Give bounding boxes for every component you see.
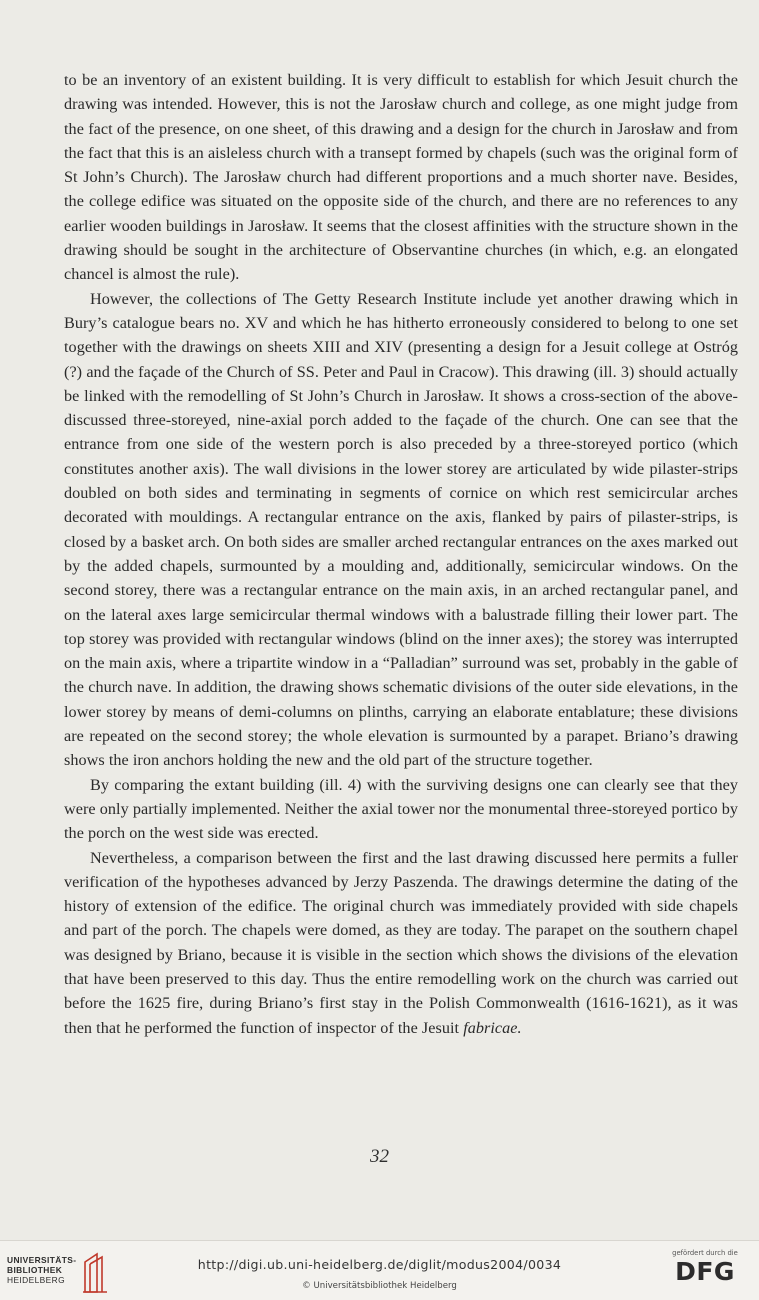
body-text: [64, 68, 738, 1040]
library-name-line-1: UNIVERSITÄTS-: [7, 1255, 77, 1265]
copyright-notice: © Universitätsbibliothek Heidelberg: [302, 1281, 457, 1291]
dfg-funding-logo[interactable]: [665, 1249, 745, 1293]
paragraph-2: However, the collections of The Getty Research Institute include yet another drawing which in Bury’s catalogue bears no. XV and which he has hitherto erroneously considered to belong to one set together with the drawings on sheets XIII and XIV (presenting a design for a Jesuit college at Ostróg (?) and the façade of the Church of SS. Peter and Paul in Cracow). This drawing (ill. 3) should actually be linked with the remodelling of St John’s Church in Jarosław. It shows a cross-section of the above-discussed three-storeyed, nine-axial porch added to the façade of the church. One can see that the entrance from one side of the western porch is also preceded by a three-storeyed portico (which constitutes another axis). The wall divisions in the lower storey are articulated by wide pilaster-strips doubled on both sides and terminating in segments of cornice on which rest semicircular arches decorated with mouldings. A rectangular entrance on the axis, flanked by pairs of pilaster-strips, is closed by a basket arch. On both sides are smaller arched rectangular entrances on the axes marked out by the added chapels, surmounted by a moulding and, additionally, semicircular windows. On the second storey, there was a rectangular entrance on the main axis, in an arched rectangular panel, and on the lateral axes large semicircular thermal windows with a balustrade filling their lower part. The top storey was provided with rectangular windows (blind on the inner axes); the storey was interrupted on the main axis, where a tripartite window in a “Palladian” surround was set, probably in the gable of the church nave. In addition, the drawing shows schematic divisions of the outer side elevations, in the lower storey by means of demi-columns on plinths, carrying an elaborate entablature; these divisions are repeated on the second storey; the whole elevation is surmounted by a parapet. Briano’s drawing shows the iron anchors holding the new and the old part of the structure together.: [64, 289, 738, 770]
footer-divider: [0, 1240, 759, 1241]
paragraph-4-italic-term: fabricae.: [463, 1018, 522, 1037]
page-number: 32: [370, 1146, 389, 1167]
dfg-caption: gefördert durch die: [672, 1249, 738, 1257]
permalink-url[interactable]: http://digi.ub.uni-heidelberg.de/diglit/modus2004/0034: [197, 1257, 562, 1272]
paragraph-1: to be an inventory of an existent building. It is very difficult to establish for which Jesuit church the drawing was intended. However, this is not the Jarosław church and college, as one might judge from the fact of the presence, on one sheet, of this drawing and a design for the church in Jarosław and from the fact that this is an aisleless church with a transept formed by chapels (such was the original form of St John’s Church). The Jarosław church had different proportions and a much shorter nave. Besides, the college edifice was situated on the opposite side of the church, and there are no references to any earlier wooden buildings in Jarosław. It seems that the closest affinities with the structure shown in the drawing should be sought in the architecture of Observantine churches (in which, e.g. an elongated chancel is almost the rule).: [64, 71, 738, 284]
paragraph-4-text: Nevertheless, a comparison between the first and the last drawing discussed here permits a fuller verification of the hypotheses advanced by Jerzy Paszenda. The drawings determine the dating of the history of extension of the edifice. The original church was immediately provided with side chapels and part of the porch. The chapels were domed, as they are today. The parapet on the southern chapel was designed by Briano, because it is visible in the section which shows the divisions of the elevation that have been preserved to this day. Thus the entire remodelling work on the church was carried out before the 1625 fire, during Briano’s first stay in the Polish Commonwealth (1616-1621), as it was then that he performed the function of inspector of the Jesuit: [64, 848, 738, 1037]
library-name-line-2: BIBLIOTHEK: [7, 1264, 63, 1275]
paragraph-4: [64, 846, 738, 1040]
dfg-logo-text: DFG: [675, 1257, 735, 1286]
library-name-line-3: HEIDELBERG: [7, 1274, 65, 1285]
paragraph-3: By comparing the extant building (ill. 4) with the surviving designs one can clearly see that they were only partially implemented. Neither the axial tower nor the monumental three-storeyed portico by the porch on the west side was erected.: [64, 775, 738, 843]
